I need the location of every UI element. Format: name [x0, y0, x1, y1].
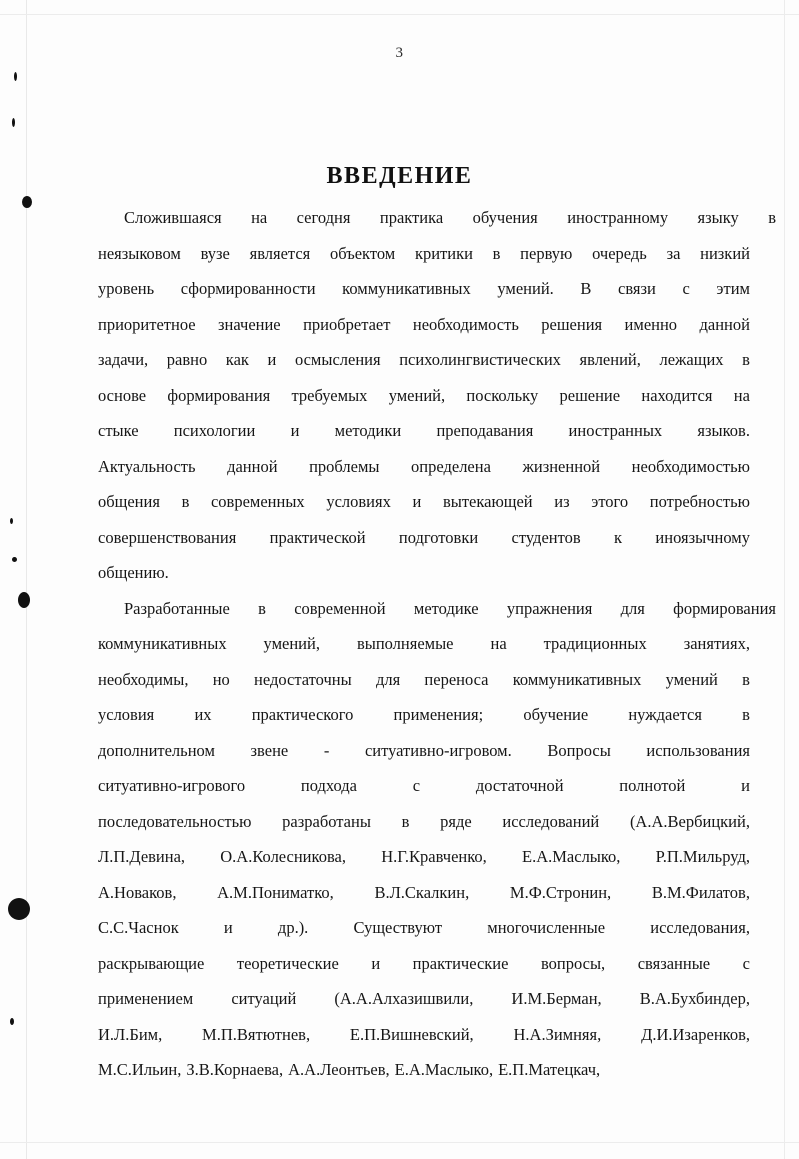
text-line: И.Л.Бим, М.П.Вятютнев, Е.П.Вишневский, Н.А.Зимняя, Д.И.Изаренков,	[98, 1024, 750, 1044]
paragraph	[98, 591, 776, 1088]
text-line: Сложившаяся на сегодня практика обучения иностранному языку в	[124, 208, 776, 227]
scan-edge-top	[0, 14, 799, 15]
scan-speckle	[18, 592, 30, 608]
text-line: необходимы, но недостаточны для переноса коммуникативных умений в	[98, 669, 750, 689]
text-line: С.С.Часнок и др.). Существуют многочисленные исследования,	[98, 918, 750, 937]
text-line: приоритетное значение приобретает необходимость решения именно данной	[98, 314, 750, 334]
text-line: Актуальность данной проблемы определена жизненной необходимостью	[98, 456, 750, 476]
scan-speckle	[14, 72, 17, 81]
text-line: коммуникативных умений, выполняемые на традиционных занятиях,	[98, 634, 750, 653]
text-line: задачи, равно как и осмысления психолингвистических явлений, лежащих в	[98, 350, 750, 369]
scan-speckle	[12, 557, 17, 562]
text-line: ситуативно-игрового подхода с достаточной полнотой и	[98, 776, 750, 795]
text-line: стыке психологии и методики преподавания иностранных языков.	[98, 421, 750, 440]
scan-speckle	[10, 518, 13, 524]
scan-speckle	[12, 118, 15, 127]
text-line: М.С.Ильин, З.В.Корнаева, А.А.Леонтьев, Е.А.Маслыко, Е.П.Матецкач,	[98, 1060, 601, 1079]
page-number: 3	[395, 45, 404, 61]
scan-speckle	[10, 1018, 14, 1025]
text-line: Разработанные в современной методике упражнения для формирования	[124, 598, 776, 618]
text-line: Л.П.Девина, О.А.Колесникова, Н.Г.Кравченко, Е.А.Маслыко, Р.П.Мильруд,	[98, 847, 750, 866]
text-line: совершенствования практической подготовки студентов к иноязычному	[98, 527, 750, 547]
text-line: общения в современных условиях и вытекающей из этого потребностью	[98, 492, 750, 511]
text-line: дополнительном звене - ситуативно-игровом. Вопросы использования	[98, 740, 750, 760]
text-line: основе формирования требуемых умений, поскольку решение находится на	[98, 385, 750, 405]
text-line: применением ситуаций (А.А.Алхазишвили, И.М.Берман, В.А.Бухбиндер,	[98, 989, 750, 1008]
scan-edge-bottom	[0, 1142, 799, 1143]
text-line: последовательностью разработаны в ряде исследований (А.А.Вербицкий,	[98, 811, 750, 831]
text-line: неязыковом вузе является объектом критики в первую очередь за низкий	[98, 243, 750, 263]
text-line: общению.	[98, 563, 169, 582]
text-line: раскрывающие теоретические и практические вопросы, связанные с	[98, 953, 750, 973]
page-title: ВВЕДЕНИЕ	[326, 163, 473, 189]
paragraph-list	[98, 200, 776, 1088]
paragraph	[98, 200, 776, 591]
text-line: условия их практического применения; обучение нуждается в	[98, 705, 750, 724]
text-line: уровень сформированности коммуникативных умений. В связи с этим	[98, 279, 750, 298]
document-body	[98, 200, 776, 1088]
scan-speckle	[8, 898, 30, 920]
text-line: А.Новаков, А.М.Пониматко, В.Л.Скалкин, М.Ф.Стронин, В.М.Филатов,	[98, 882, 750, 902]
scan-speckle	[22, 196, 32, 208]
